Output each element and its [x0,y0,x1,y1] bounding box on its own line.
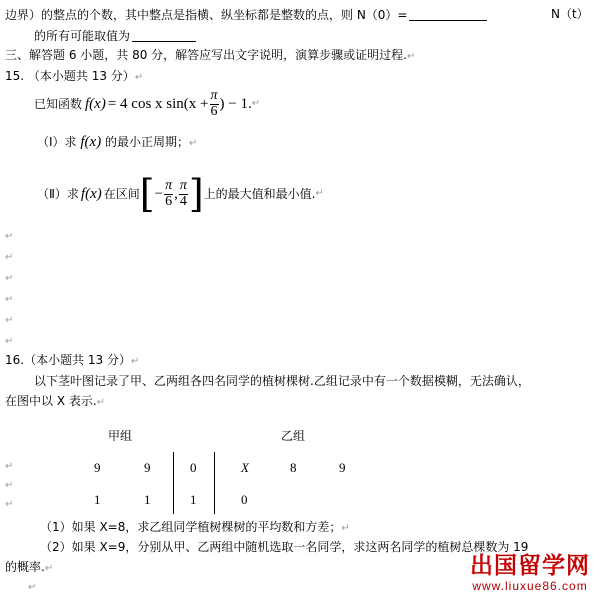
stem-r1: 0 [190,460,197,475]
watermark-url: www.liuxue86.com [472,579,588,593]
q15-part2-prefix: （Ⅱ）求 [37,187,79,201]
leaf-b-r1-2: 8 [290,460,297,475]
q16-part2-line2 [5,561,53,574]
interval-right-bracket: ] [188,172,204,216]
paragraph-mark: ↵ [134,72,144,83]
q15-part2-suffix: 上的最大值和最小值. [203,187,316,201]
interval-left-den: 6 [165,193,173,209]
interval-left-num: π [165,177,173,193]
func-eq: = 4 cos x sin(x + [107,95,209,112]
leaf-b-r1-1: X [241,460,249,475]
empty-paragraph-mark: ↵ [5,273,14,284]
empty-paragraph-mark: ↵ [5,480,14,491]
leaf-a-r2-1: 1 [94,492,101,507]
group-b-label: 乙组 [281,429,306,443]
paragraph-mark: ↵ [251,98,261,109]
empty-paragraph-mark: ↵ [5,252,14,263]
q16-desc-line2 [5,395,105,408]
func-frac-den: 6 [210,103,218,119]
interval-right-fraction [179,179,188,209]
q16-part1 [40,521,350,534]
interval-left-fraction [164,179,173,209]
q15-part2-mid: 在区间 [103,187,140,201]
leaf-a-r1-2: 9 [144,460,151,475]
interval-left-sign: − [154,185,164,202]
q15-part1-prefix: （Ⅰ）求 [37,135,77,149]
watermark-logo [470,555,590,593]
q16-part1-text: （1）如果 X=8，求乙组同学植树棵树的平均数和方差； [40,520,342,534]
paragraph-mark: ↵ [189,138,198,149]
interval-comma: , [174,185,178,202]
empty-paragraph-mark: ↵ [5,336,14,347]
q14-line1 [5,8,487,21]
q16-desc-line1: 以下茎叶图记录了甲、乙两组各四名同学的植树棵树.乙组记录中有一个数据模糊，无法确认， [34,374,530,388]
group-a-label: 甲组 [108,429,133,443]
interval-right-den: 4 [179,193,187,209]
empty-paragraph-mark: ↵ [5,499,14,510]
paragraph-mark: ↵ [341,523,350,534]
watermark-brand: 出国留学网 [470,553,590,579]
stem-r2: 1 [190,492,197,507]
q16-header [5,354,139,367]
q14-line2-text: 的所有可能取值为 [34,29,131,43]
stem-left-divider [173,452,174,514]
leaf-a-r1-1: 9 [94,460,101,475]
section3-title [5,49,415,62]
q14-line1-right: N（t） [551,7,589,21]
func-frac-num: π [210,87,218,103]
func-fraction [210,89,219,119]
q16-desc-line2-text: 在图中以 X 表示. [5,394,97,408]
paragraph-mark: ↵ [44,563,54,574]
paragraph-mark: ↵ [315,188,324,199]
empty-paragraph-mark: ↵ [5,294,14,305]
q16-part2-line2-text: 的概率. [5,560,45,574]
q14-line1-text: 边界）的整点的个数，其中整点是指横、纵坐标都是整数的点，则 N（0）= [5,8,408,22]
q15-part1-func: f(x) [80,134,102,150]
q15-part2-func: f(x) [80,185,102,202]
paragraph-mark: ↵ [406,51,416,62]
paragraph-mark: ↵ [130,356,140,367]
q15-given-prefix: 已知函数 [34,97,83,111]
empty-paragraph-mark: ↵ [28,582,37,593]
q15-header-text: 15. （本小题共 13 分） [5,69,135,83]
leaf-b-r2-1: 0 [241,492,248,507]
empty-paragraph-mark: ↵ [5,461,14,472]
q15-header [5,70,143,83]
q15-part1 [37,135,197,150]
answer-blank-n0 [409,8,487,21]
q15-part1-suffix: 的最小正周期； [105,135,190,149]
q14-line2 [34,29,196,42]
stem-right-divider [214,452,215,514]
interval-right-num: π [179,177,187,193]
leaf-a-r2-2: 1 [144,492,151,507]
interval-left-bracket: [ [139,172,155,216]
leaf-b-r1-3: 9 [339,460,346,475]
empty-paragraph-mark: ↵ [5,315,14,326]
answer-blank-nt [132,29,196,42]
q15-part2 [37,172,324,216]
empty-paragraph-mark: ↵ [5,231,14,242]
q15-given-function [34,86,260,122]
func-lhs: f(x) [85,95,106,112]
paragraph-mark: ↵ [96,397,106,408]
q16-part2-line1: （2）如果 X=9，分别从甲、乙两组中随机选取一名同学，求这两名同学的植树总棵数为 19 [40,540,529,554]
q16-header-text: 16.（本小题共 13 分） [5,353,131,367]
func-tail: ) − 1. [219,95,252,112]
section3-title-text: 三、解答题 6 小题，共 80 分，解答应写出文字说明，演算步骤或证明过程. [5,48,407,62]
